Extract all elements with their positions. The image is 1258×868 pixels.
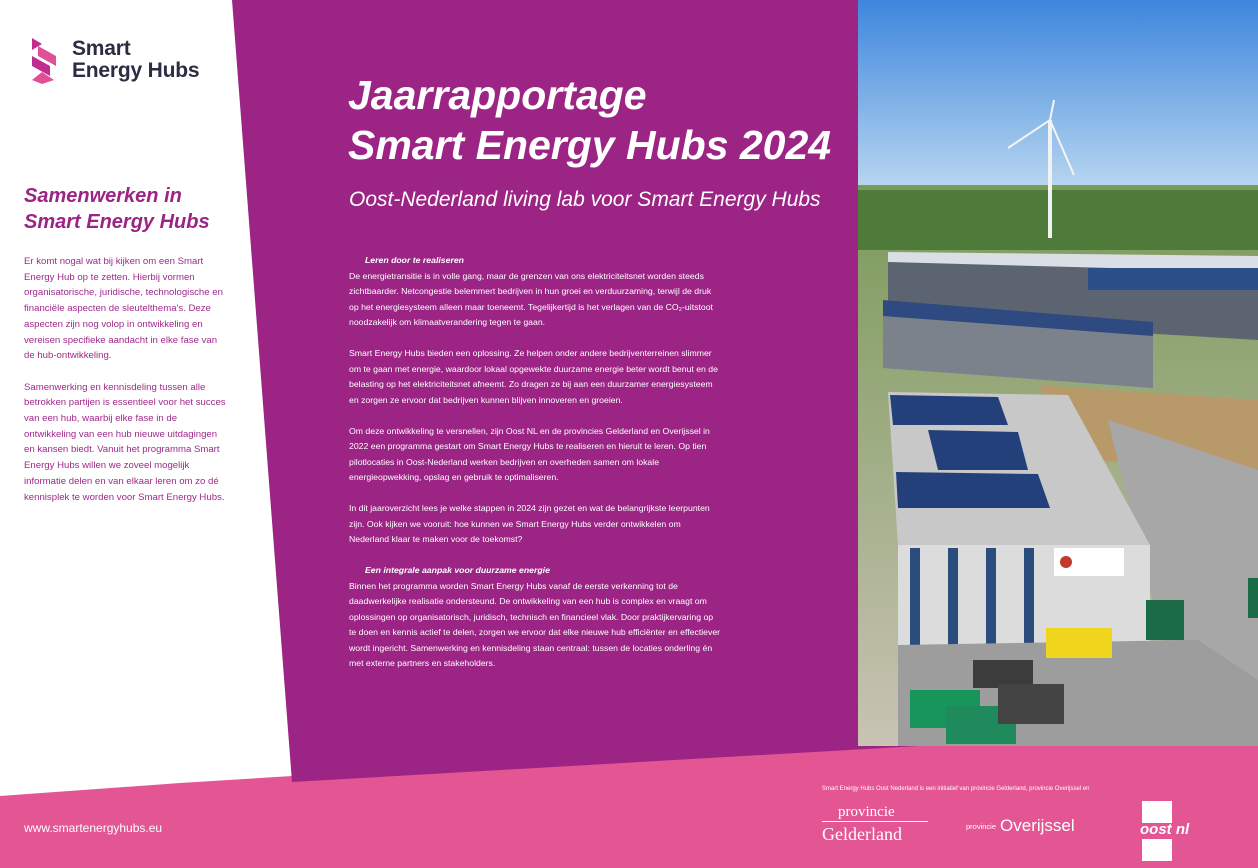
- overijssel-big: Overijssel: [1000, 816, 1075, 835]
- section-heading: Een integrale aanpak voor duurzame energie: [365, 565, 550, 575]
- page-title: [348, 70, 848, 170]
- sidebar-title-line-2: Smart Energy Hubs: [24, 211, 210, 233]
- section-heading: Leren door te realiseren: [365, 255, 464, 265]
- oost-nl-logo: [1140, 801, 1190, 861]
- logo-line-2: Energy Hubs: [72, 59, 200, 82]
- body-paragraph: Om deze ontwikkeling te versnellen, zijn Oost NL en de provincies Gelderland en Overijssel in 2022 een programma gestart om Smart Energy Hubs te realiseren en hieruit te leren. Op tien pilotlocaties in Oost-Nederland werken bedrijven en overheden samen om lokale energieopwekking, opslag en gebruik te optimaliseren.: [349, 425, 710, 482]
- logo-wordmark: [72, 38, 199, 82]
- page-subtitle: Oost-Nederland living lab voor Smart Energy Hubs: [349, 188, 821, 211]
- sidebar-title-line-1: Samenwerken in: [24, 185, 182, 207]
- sidebar-paragraph: Er komt nogal wat bij kijken om een Smart Energy Hub op te zetten. Hierbij vormen organisatorische, juridische, technologische en financiële aspecten de sleutelthema's. Deze aspecten zijn nog volop in ontwikkeling en vereisen specifieke aandacht in elke fase van de hub-ontwikkeling.: [24, 256, 223, 362]
- gelderland-line-2: Gelderland: [822, 824, 902, 844]
- logo-line-1: Smart: [72, 37, 131, 60]
- gelderland-line-1: provincie: [838, 804, 895, 820]
- provincie-gelderland-logo: [822, 804, 928, 844]
- body-paragraph: Smart Energy Hubs bieden een oplossing. Ze helpen onder andere bedrijventerreinen slimmer om te gaan met energie, waardoor lokaal opgewekte duurzame energie beter wordt benut en de belasting op het elektriciteitsnet afneemt. Zo dragen ze bij aan een duurzamer energiesysteem en zorgen ze ervoor dat bedrijven kunnen blijven innoveren en groeien.: [349, 348, 718, 405]
- hub-aerial-illustration: [858, 0, 1258, 746]
- sidebar-title: [24, 183, 244, 235]
- main-body-text: [349, 253, 721, 687]
- aerial-photo: [858, 0, 1258, 746]
- sidebar-paragraph: Samenwerking en kennisdeling tussen alle betrokken partijen is essentieel voor het succes van een hub, waarbij elke fase in de ontwikkeling van een hub nieuwe uitdagingen en kansen biedt. Vanuit het programma Smart Energy Hubs willen we zoveel mogelijk informatie delen en van elkaar leren om zo dé kennisplek te worden voor Smart Energy Hubs.: [24, 381, 226, 503]
- body-paragraph: De energietransitie is in volle gang, maar de grenzen van ons elektriciteitsnet worden steeds zichtbaarder. Netcongestie belemmert bedrijven in hun groei en verduurzaming, terwijl de druk op het energiesysteem alleen maar toeneemt. Tegelijkertijd is het verlagen van de CO₂-uitstoot noodzakelijk om klimaatverandering tegen te gaan.: [349, 270, 713, 327]
- body-paragraph: In dit jaaroverzicht lees je welke stappen in 2024 zijn gezet en wat de belangrijkste leerpunten zijn. Ook kijken we vooruit: hoe kunnen we Smart Energy Hubs verder ontwikkelen om Nederland klaar te maken voor de toekomst?: [349, 503, 710, 544]
- body-paragraph: Binnen het programma worden Smart Energy Hubs vanaf de eerste verkenning tot de daadwerkelijke realisatie ondersteund. De ontwikkeling van een hub is complex en vraagt om oplossingen op organisatorisch, juridisch, technisch en financieel vlak. Door praktijkervaring op te doen en kennis actief te delen, zorgen we ervoor dat elke nieuwe hub efficiënter en effectiever wordt ingericht. Samenwerking en kennisdeling staan centraal: tussen de locaties onderling én met externe partners en stakeholders.: [349, 580, 721, 668]
- oost-nl-text: oost nl: [1140, 821, 1190, 838]
- overijssel-small: provincie: [966, 821, 997, 831]
- provincie-overijssel-logo: [966, 816, 1075, 836]
- smart-energy-hubs-logo-icon: [28, 36, 60, 84]
- yellow-van: [1046, 628, 1112, 658]
- sidebar-text: [24, 254, 229, 521]
- website-link[interactable]: www.smartenergyhubs.eu: [24, 821, 163, 835]
- page-title-line-1: Jaarrapportage: [348, 72, 647, 118]
- page-title-line-2: Smart Energy Hubs 2024: [348, 122, 832, 168]
- initiative-note: Smart Energy Hubs Oost Nederland is een initiatief van provincie Gelderland, provincie Overijssel en: [822, 786, 1090, 792]
- smart-energy-hubs-logo[interactable]: [28, 36, 199, 84]
